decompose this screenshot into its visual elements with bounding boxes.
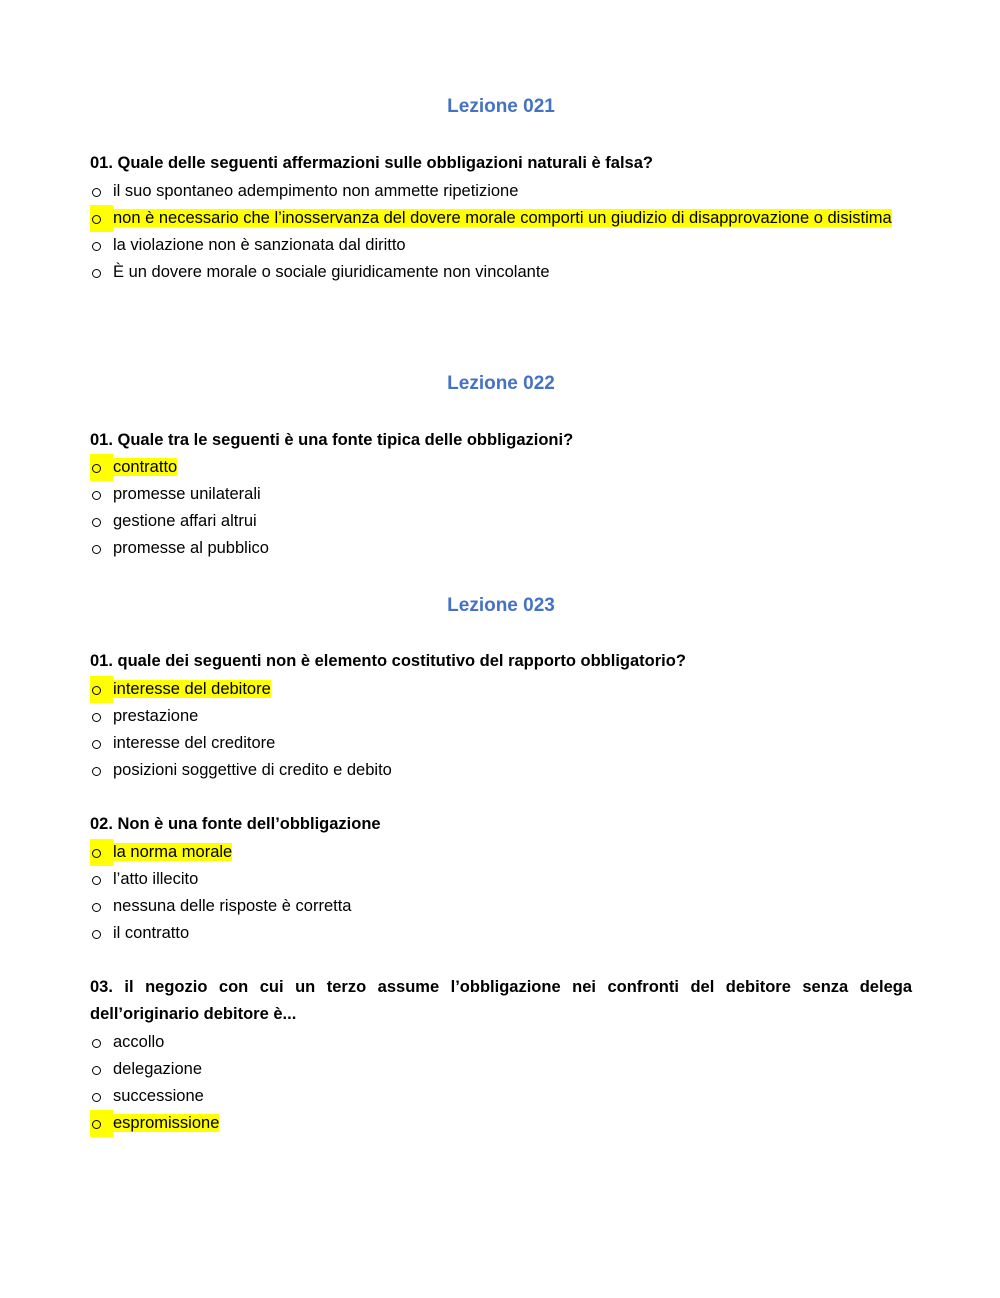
answer-option	[90, 232, 912, 259]
option-text: interesse del creditore	[113, 734, 276, 752]
option-text: interesse del debitore	[113, 680, 271, 698]
option-text: posizioni soggettive di credito e debito	[113, 761, 392, 779]
radio-bullet-icon	[90, 205, 113, 232]
radio-bullet-icon	[90, 839, 113, 866]
option-text: gestione affari altrui	[113, 512, 257, 530]
option-text: promesse unilaterali	[113, 485, 261, 503]
answer-options	[90, 839, 912, 947]
option-text: prestazione	[113, 707, 199, 725]
radio-bullet-icon	[90, 1083, 113, 1110]
option-text: promesse al pubblico	[113, 539, 269, 557]
radio-bullet-icon	[90, 508, 113, 535]
option-text: il contratto	[113, 924, 190, 942]
radio-bullet-icon	[90, 920, 113, 947]
answer-option	[90, 893, 912, 920]
answer-option	[90, 866, 912, 893]
answer-options	[90, 1029, 912, 1137]
answer-option-correct	[90, 454, 912, 481]
radio-bullet-icon	[90, 730, 113, 757]
option-text: l’atto illecito	[113, 870, 199, 888]
answer-option	[90, 178, 912, 205]
option-text: delegazione	[113, 1060, 202, 1078]
answer-option	[90, 1029, 912, 1056]
answer-option	[90, 1056, 912, 1083]
option-text: accollo	[113, 1033, 165, 1051]
radio-bullet-icon	[90, 676, 113, 703]
option-text: la norma morale	[113, 843, 233, 861]
option-text: espromissione	[113, 1114, 220, 1132]
answer-option	[90, 1083, 912, 1110]
option-text: non è necessario che l’inosservanza del dovere morale comporti un giudizio di disapprovazione o disistima	[113, 209, 892, 227]
answer-option-correct	[90, 205, 912, 232]
answer-option-correct	[90, 676, 912, 703]
option-text: È un dovere morale o sociale giuridicamente non vincolante	[113, 263, 550, 281]
option-text: il suo spontaneo adempimento non ammette ripetizione	[113, 182, 519, 200]
radio-bullet-icon	[90, 1056, 113, 1083]
answer-option-correct	[90, 1110, 912, 1137]
option-text: contratto	[113, 458, 178, 476]
question-text: 01. Quale tra le seguenti è una fonte tipica delle obbligazioni?	[90, 431, 574, 449]
radio-bullet-icon	[90, 178, 113, 205]
radio-bullet-icon	[90, 232, 113, 259]
answer-option	[90, 535, 912, 562]
radio-bullet-icon	[90, 1029, 113, 1056]
radio-bullet-icon	[90, 757, 113, 784]
answer-option	[90, 757, 912, 784]
answer-option	[90, 920, 912, 947]
option-text: la violazione non è sanzionata dal diritto	[113, 236, 406, 254]
radio-bullet-icon	[90, 535, 113, 562]
radio-bullet-icon	[90, 703, 113, 730]
option-text: successione	[113, 1087, 204, 1105]
answer-option-correct	[90, 839, 912, 866]
answer-option	[90, 508, 912, 535]
lesson-title: Lezione 021	[447, 96, 555, 117]
question-text: 02. Non è una fonte dell’obbligazione	[90, 815, 381, 833]
answer-options	[90, 454, 912, 562]
answer-option	[90, 259, 912, 286]
question-text: 01. Quale delle seguenti affermazioni sulle obbligazioni naturali è falsa?	[90, 154, 653, 172]
answer-option	[90, 481, 912, 508]
lesson-title: Lezione 023	[447, 595, 555, 616]
radio-bullet-icon	[90, 259, 113, 286]
question-text: 01. quale dei seguenti non è elemento costitutivo del rapporto obbligatorio?	[90, 652, 686, 670]
answer-options	[90, 178, 912, 286]
answer-option	[90, 703, 912, 730]
radio-bullet-icon	[90, 1110, 113, 1137]
option-text: nessuna delle risposte è corretta	[113, 897, 352, 915]
radio-bullet-icon	[90, 454, 113, 481]
radio-bullet-icon	[90, 481, 113, 508]
lesson-title: Lezione 022	[447, 373, 555, 394]
answer-option	[90, 730, 912, 757]
radio-bullet-icon	[90, 866, 113, 893]
question-text: 03. il negozio con cui un terzo assume l’obbligazione nei confronti del debitore senza delega dell’originario debitore è...	[90, 978, 912, 1023]
radio-bullet-icon	[90, 893, 113, 920]
answer-options	[90, 676, 912, 784]
